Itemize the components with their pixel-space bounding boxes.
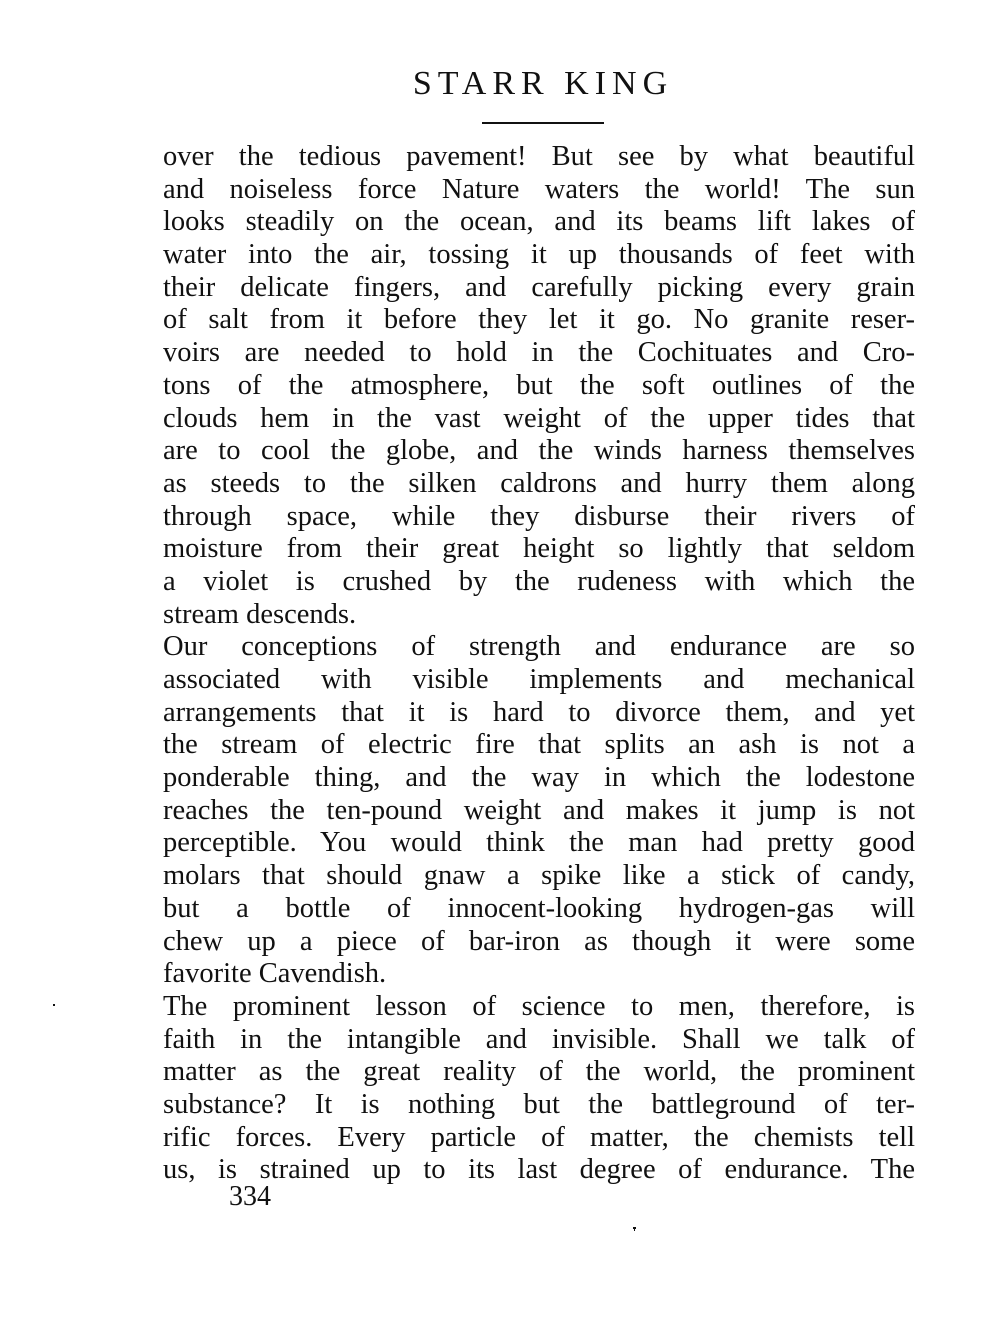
text-line: over the tedious pavement! But see by what beautiful [163,141,915,172]
text-line: reaches the ten-pound weight and makes it jump is not [163,794,915,826]
text-line: rific forces. Every particle of matter, the chemists tell [163,1121,915,1153]
scan-speck [634,1229,635,1231]
paragraph-3 [163,991,915,1187]
text-line: through space, while they disburse their rivers of [163,500,915,532]
text-line: us, is strained up to its last degree of endurance. The [163,1154,915,1186]
body-text [163,141,915,1187]
text-line: looks steadily on the ocean, and its beams lift lakes of [163,206,915,238]
text-line: voirs are needed to hold in the Cochituates and Cro- [163,337,915,369]
text-line: their delicate fingers, and carefully picking every grain [163,271,915,303]
text-line: perceptible. You would think the man had pretty good [163,827,915,859]
text-line: matter as the great reality of the world, the prominent [163,1056,915,1088]
paragraph-1 [163,141,915,631]
text-line: favorite Cavendish. [163,958,387,990]
paragraph-2 [163,631,915,991]
text-line: Our conceptions of strength and endurance are so [163,631,915,663]
header-rule [482,122,604,124]
text-line: substance? It is nothing but the battleground of ter- [163,1088,915,1120]
text-line: as steeds to the silken caldrons and hurry them along [163,467,915,499]
text-line: molars that should gnaw a spike like a stick of candy, [163,860,915,892]
text-line: stream descends. [163,598,357,630]
text-line: of salt from it before they let it go. No granite reser- [163,304,915,336]
text-line: faith in the intangible and invisible. Shall we talk of [163,1023,915,1055]
text-line: are to cool the globe, and the winds harness themselves [163,435,915,467]
page-number: 334 [229,1181,271,1212]
text-line: tons of the atmosphere, but the soft outlines of the [163,369,915,401]
text-line: ponderable thing, and the way in which the lodestone [163,762,915,794]
text-line: arrangements that it is hard to divorce them, and yet [163,696,915,728]
text-line: a violet is crushed by the rudeness with which the [163,565,915,597]
text-line: The prominent lesson of science to men, therefore, is [163,990,915,1022]
text-line: and noiseless force Nature waters the world! The sun [163,173,915,205]
text-line: moisture from their great height so lightly that seldom [163,533,915,565]
text-line: clouds hem in the vast weight of the upper tides that [163,402,915,434]
text-line: associated with visible implements and mechanical [163,664,915,695]
text-line: water into the air, tossing it up thousands of feet with [163,239,915,271]
scan-speck [53,1004,55,1006]
text-line: the stream of electric fire that splits an ash is not a [163,729,915,761]
running-head: STARR KING [412,65,674,102]
text-line: but a bottle of innocent-looking hydrogen-gas will [163,892,915,924]
text-line: chew up a piece of bar-iron as though it were some [163,925,915,957]
